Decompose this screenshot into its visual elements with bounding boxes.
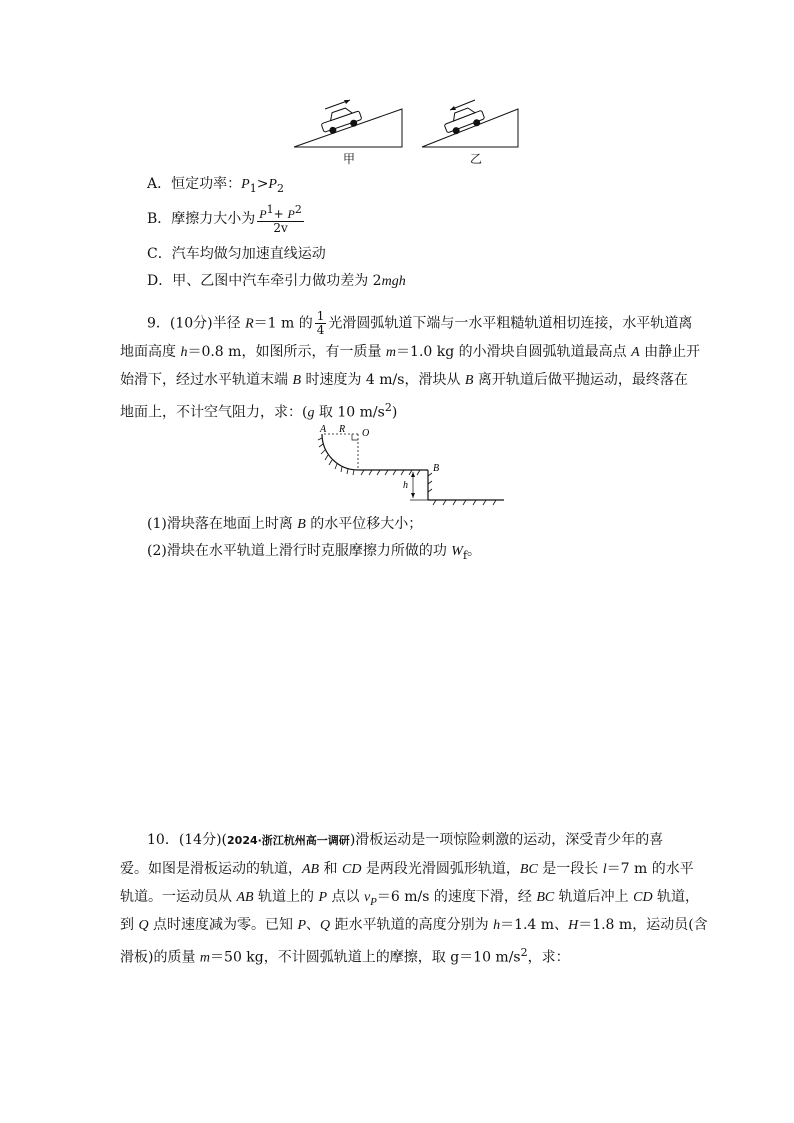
incline-left <box>294 100 402 147</box>
option-a: A．恒定功率：$P_1>P_2$ <box>147 176 284 195</box>
q9-line-2: 地面高度 h＝0.8 m，如图所示，有一质量 m＝1.0 kg 的小滑块自圆弧轨道最高点 A 由静止开 <box>120 344 701 360</box>
q10-line-1: 10．(14分)(2024·浙江杭州高一调研)滑板运动是一项惊险刺激的运动，深受青少年的喜 <box>147 832 664 848</box>
q9-sub-1: (1)滑块落在地面上时离 B 的水平位移大小； <box>147 516 423 532</box>
incline-right <box>422 100 518 147</box>
option-c: C．汽车均做匀加速直线运动 <box>147 246 326 262</box>
fig-label-R: R <box>339 424 346 435</box>
q10-line-5: 滑板)的质量 m＝50 kg，不计圆弧轨道上的摩擦，取 g＝10 $m/s^2$，求： <box>120 946 570 966</box>
figure-label-yi: 乙 <box>470 152 483 166</box>
incline-cars-figure <box>290 95 520 167</box>
fig-label-A: A <box>320 424 327 435</box>
q10-line-3: 轨道。一运动员从 AB 轨道上的 P 点以 $v_P=6$ m/s 的速度下滑，经 BC 轨道后冲上 CD 轨道， <box>120 889 700 908</box>
fig-label-B: B <box>433 463 440 474</box>
friction-fraction: $\frac{P^1+ P^2}{2v}$ <box>259 203 302 235</box>
q10-source: 2024·浙江杭州高一调研 <box>227 834 350 847</box>
quarter-fraction: $\frac{1}{4}$ <box>316 309 325 337</box>
q10-line-4: 到 Q 点时速度减为零。已知 P、Q 距水平轨道的高度分别为 h＝1.4 m、H＝1.8 m，运动员(含 <box>120 917 708 933</box>
option-d: D．甲、乙图中汽车牵引力做功差为 2mgh <box>147 273 406 289</box>
fig-label-h: h <box>403 480 408 491</box>
q10-line-2: 爱。如图是滑板运动的轨道，AB 和 CD 是两段光滑圆弧形轨道，BC 是一段长 l＝7 m 的水平 <box>120 861 694 877</box>
fig-label-O: O <box>362 428 370 439</box>
figure-label-jia: 甲 <box>343 152 356 166</box>
q9-line-4: 地面上，不计空气阻力，求：(g 取 10 $m/s^2$) <box>120 401 398 421</box>
q9-line-3: 始滑下，经过水平轨道末端 B 时速度为 4 m/s，滑块从 B 离开轨道后做平抛运动，最终落在 <box>120 372 688 388</box>
q9-sub-2: (2)滑块在水平轨道上滑行时克服摩擦力所做的功 $W_f$。 <box>147 543 482 562</box>
q9-line-1: 9．(10分)半径 R＝1 m 的 $\frac{1}{4}$ 光滑圆弧轨道下端与一水平粗糙轨道相切连接，水平轨道离 <box>147 309 693 337</box>
arc-track-figure <box>312 422 508 506</box>
option-b: B．摩擦力大小为 $\frac{P^1+ P^2}{2v}$ <box>147 203 302 235</box>
